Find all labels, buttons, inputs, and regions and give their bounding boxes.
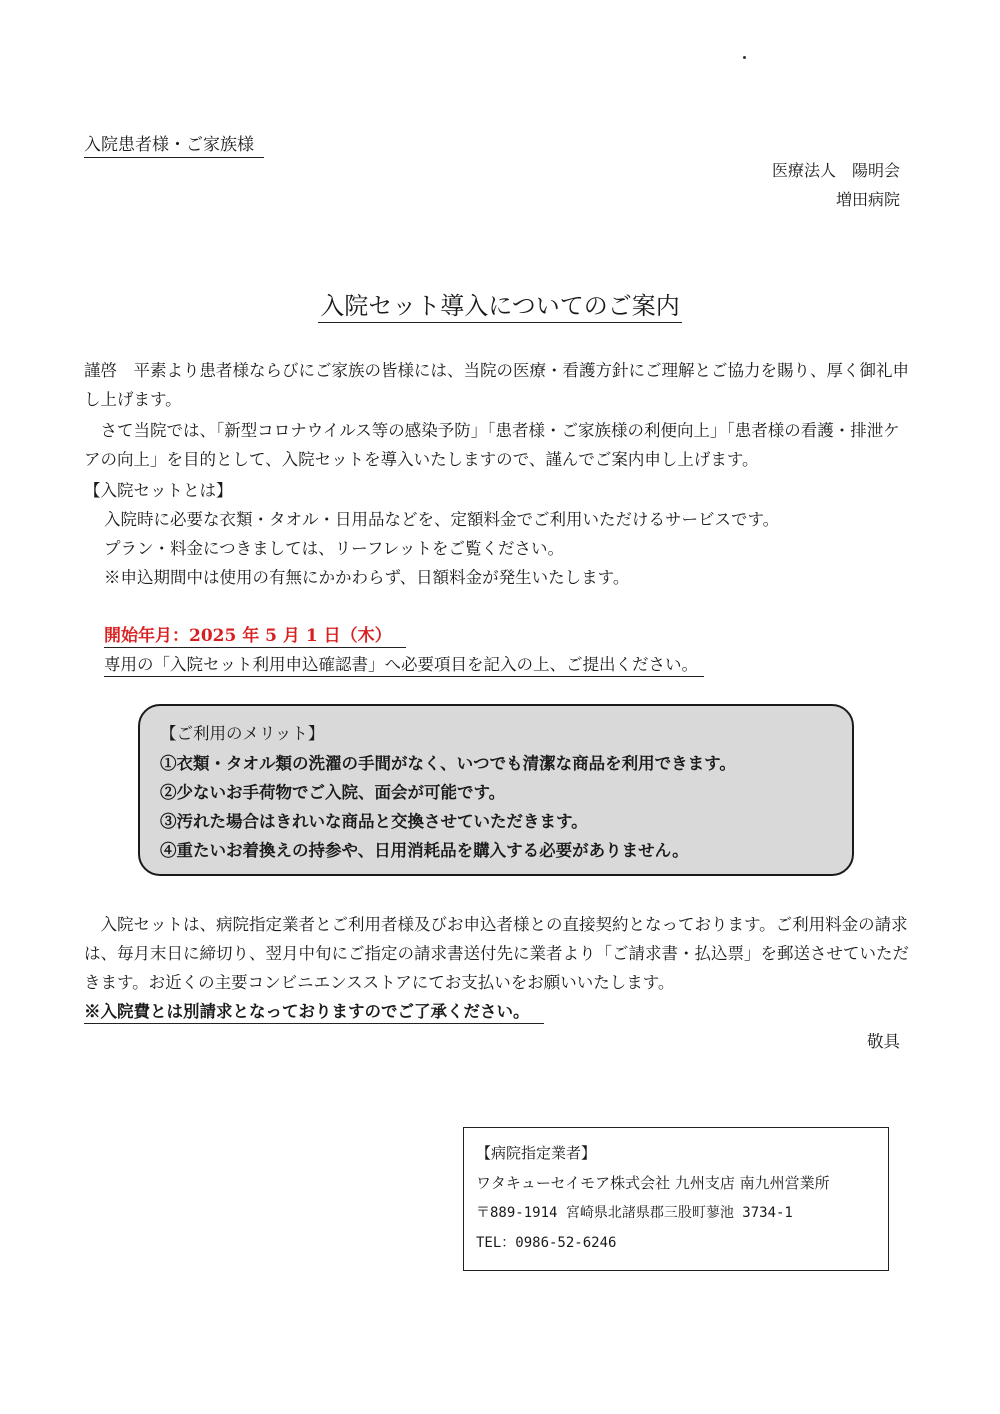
closing-phrase: 敬具	[867, 1032, 900, 1051]
merit-item: ①衣類・タオル類の洗濯の手間がなく、いつでも清潔な商品を利用できます。	[160, 754, 736, 773]
vendor-company: ワタキューセイモア株式会社 九州支店 南九州営業所	[476, 1174, 830, 1192]
merits-list	[160, 749, 736, 865]
sender-organization: 医療法人 陽明会	[771, 161, 900, 180]
vendor-box	[463, 1127, 889, 1271]
about-line: 入院時に必要な衣類・タオル・日用品などを、定額料金でご利用いただけるサービスです。	[104, 510, 780, 529]
about-line: ※申込期間中は使用の有無にかかわらず、日額料金が発生いたします。	[104, 568, 630, 587]
document-title-wrapper	[0, 286, 1000, 321]
about-heading: 【入院セットとは】	[84, 481, 233, 500]
merits-box	[138, 704, 854, 876]
merits-heading: 【ご利用のメリット】	[160, 724, 325, 743]
billing-note: ※入院費とは別請求となっておりますのでご了承ください。	[84, 998, 544, 1024]
intro-paragraph: さて当院では、「新型コロナウイルス等の感染予防」「患者様・ご家族様の利便向上」「患者様の看護・排泄ケアの向上」を目的として、入院セットを導入いたしますので、謹んでご案内申し上げます。	[84, 421, 900, 469]
merit-item: ③汚れた場合はきれいな商品と交換させていただきます。	[160, 812, 588, 831]
vendor-address: 〒889-1914 宮崎県北諸県郡三股町蓼池 3734-1	[476, 1205, 793, 1221]
vendor-heading: 【病院指定業者】	[476, 1144, 597, 1162]
contract-paragraph: 入院セットは、病院指定業者とご利用者様及びお申込者様との直接契約となっております。ご利用料金の請求は、毎月末日に締切り、翌月中旬にご指定の請求書送付先に業者より「ご請求書・払込票」を郵送させていただきます。お近くの主要コンビニエンスストアにてお支払いをお願いいたします。	[84, 915, 909, 992]
document-title: 入院セット導入についてのご案内	[318, 292, 682, 323]
sender-hospital: 増田病院	[835, 190, 900, 209]
merit-item: ②少ないお手荷物でご入院、面会が可能です。	[160, 783, 506, 802]
addressee: 入院患者様・ご家族様	[84, 130, 264, 158]
greeting-paragraph: 謹啓 平素より患者様ならびにご家族の皆様には、当院の医療・看護方針にご理解とご協力を賜り、厚く御礼申し上げます。	[84, 361, 909, 409]
merit-item: ④重たいお着換えの持参や、日用消耗品を購入する必要がありません。	[160, 841, 689, 860]
submit-instruction: 専用の「入院セット利用申込確認書」へ必要項目を記入の上、ご提出ください。	[104, 651, 704, 677]
start-date: 開始年月：2025 年 5 月 1 日（木）	[104, 621, 406, 648]
vendor-tel: TEL：0986-52-6246	[476, 1235, 617, 1251]
about-line: プラン・料金につきましては、リーフレットをご覧ください。	[104, 539, 565, 558]
scan-speck	[743, 56, 746, 59]
